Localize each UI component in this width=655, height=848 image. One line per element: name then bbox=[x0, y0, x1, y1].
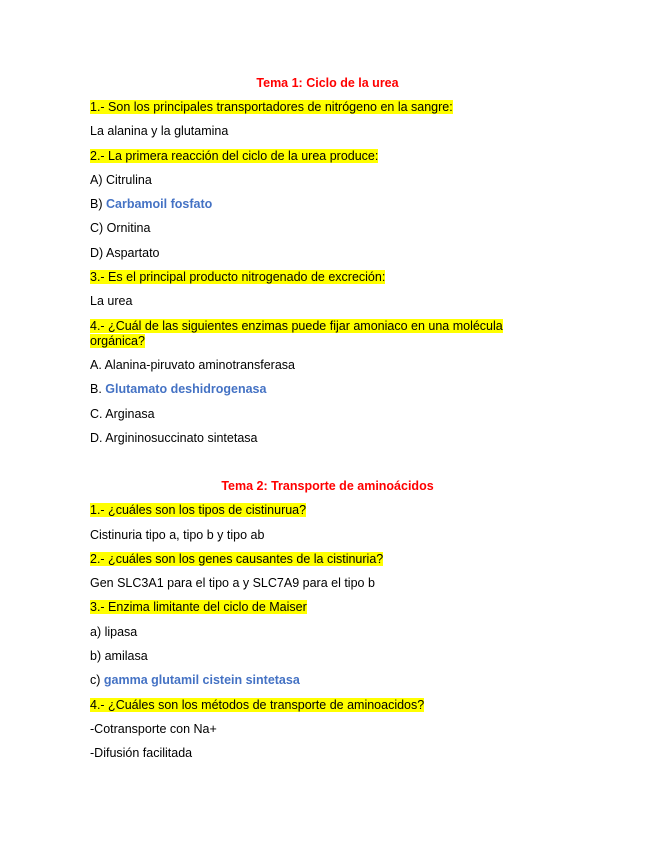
answer-2: Gen SLC3A1 para el tipo a y SLC7A9 para el tipo b bbox=[90, 576, 375, 590]
option-a: A. Alanina-piruvato aminotransferasa bbox=[90, 358, 295, 372]
section-title-tema-1: Tema 1: Ciclo de la urea bbox=[256, 76, 399, 90]
section-title-tema-2: Tema 2: Transporte de aminoácidos bbox=[221, 479, 434, 493]
question-text: 4.- ¿Cuáles son los métodos de transporte de aminoacidos? bbox=[90, 698, 425, 712]
answer-1: Cistinuria tipo a, tipo b y tipo ab bbox=[90, 528, 265, 542]
question-text: 1.- ¿cuáles son los tipos de cistinurua? bbox=[90, 503, 307, 517]
question-text: 1.- Son los principales transportadores de nitrógeno en la sangre: bbox=[90, 100, 453, 114]
question-2 bbox=[90, 552, 383, 567]
question-1 bbox=[90, 503, 306, 518]
question-text: orgánica? bbox=[90, 334, 145, 348]
option-c-correct: c) gamma glutamil cistein sintetasa bbox=[90, 673, 300, 687]
option-b-correct: B. Glutamato deshidrogenasa bbox=[90, 382, 267, 396]
answer-3: La urea bbox=[90, 294, 133, 308]
question-text: 4.- ¿Cuál de las siguientes enzimas puede fijar amoniaco en una molécula bbox=[90, 319, 503, 333]
option-d: D) Aspartato bbox=[90, 246, 160, 260]
answer-4-item: -Cotransporte con Na+ bbox=[90, 722, 217, 736]
answer-1: La alanina y la glutamina bbox=[90, 124, 229, 138]
correct-answer: Carbamoil fosfato bbox=[105, 197, 213, 211]
question-3 bbox=[90, 600, 307, 615]
correct-answer: gamma glutamil cistein sintetasa bbox=[103, 673, 300, 687]
question-text: 3.- Enzima limitante del ciclo de Maiser bbox=[90, 600, 307, 614]
question-2 bbox=[90, 149, 378, 164]
question-text: 2.- ¿cuáles son los genes causantes de la cistinuria? bbox=[90, 552, 384, 566]
answer-4-item: -Difusión facilitada bbox=[90, 746, 193, 760]
option-d: D. Argininosuccinato sintetasa bbox=[90, 431, 258, 445]
question-4 bbox=[90, 698, 424, 713]
question-3 bbox=[90, 270, 385, 285]
option-c: C) Ornitina bbox=[90, 221, 151, 235]
question-text: 2.- La primera reacción del ciclo de la urea produce: bbox=[90, 149, 379, 163]
option-b: b) amilasa bbox=[90, 649, 148, 663]
option-b-correct: B) Carbamoil fosfato bbox=[90, 197, 213, 211]
option-a: a) lipasa bbox=[90, 625, 138, 639]
option-a: A) Citrulina bbox=[90, 173, 152, 187]
correct-answer: Glutamato deshidrogenasa bbox=[105, 382, 267, 396]
question-4-line-2 bbox=[90, 334, 145, 349]
question-text: 3.- Es el principal producto nitrogenado de excreción: bbox=[90, 270, 386, 284]
question-1 bbox=[90, 100, 453, 115]
question-4-line-1 bbox=[90, 319, 503, 334]
option-c: C. Arginasa bbox=[90, 407, 155, 421]
